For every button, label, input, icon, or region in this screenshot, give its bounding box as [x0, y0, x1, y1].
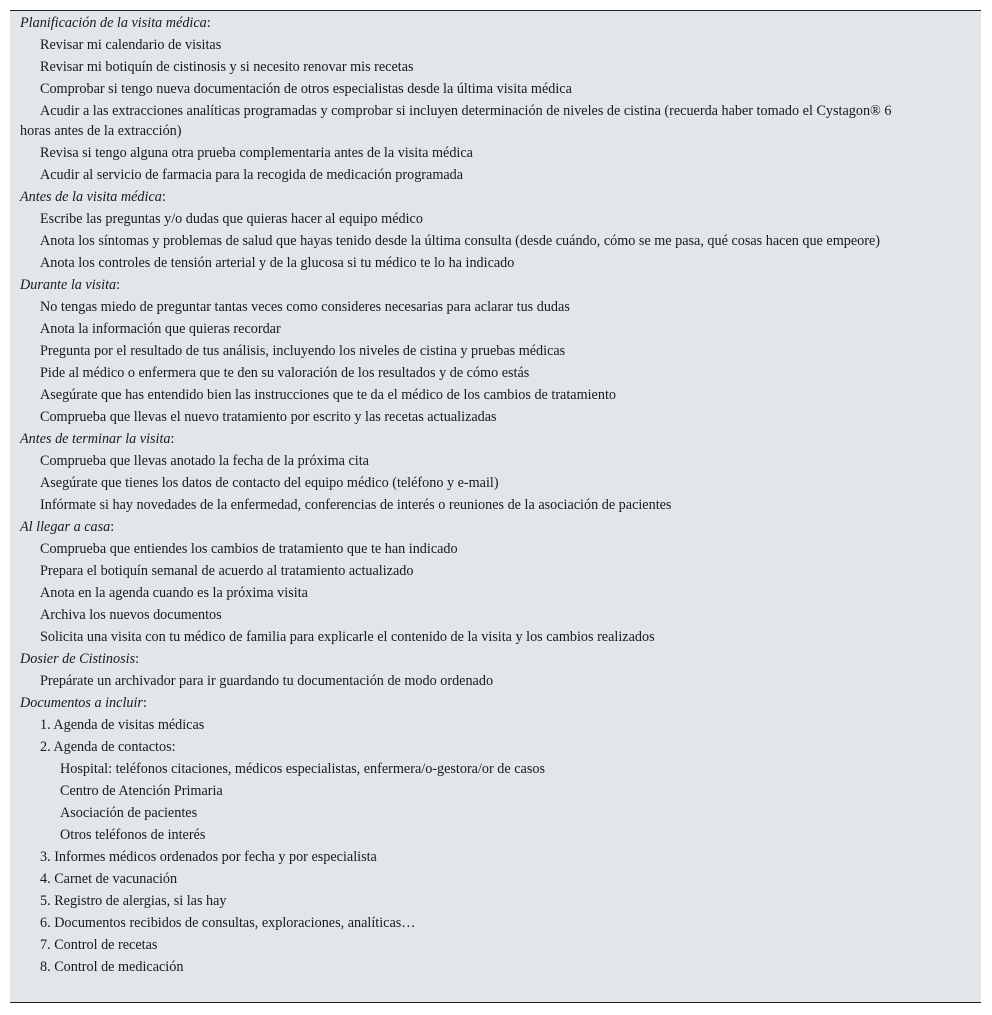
checklist-item: No tengas miedo de preguntar tantas veces como consideres necesarias para aclarar tus dudas	[40, 299, 570, 315]
checklist-item: Anota los síntomas y problemas de salud que hayas tenido desde la última consulta (desde cuándo, cómo se me pasa, qué cosas hacen que empeore)	[40, 233, 880, 249]
checklist-item: Asegúrate que tienes los datos de contacto del equipo médico (teléfono y e-mail)	[40, 475, 499, 491]
section-heading-text: Antes de la visita médica	[20, 189, 162, 205]
section-heading-text: Planificación de la visita médica	[20, 15, 207, 31]
checklist-item: Pregunta por el resultado de tus análisis, incluyendo los niveles de cistina y pruebas médicas	[40, 343, 566, 359]
checklist-item: Archiva los nuevos documentos	[40, 607, 222, 623]
section-heading-colon: :	[142, 695, 147, 711]
checklist-table	[10, 10, 981, 1003]
checklist-item: Pide al médico o enfermera que te den su valoración de los resultados y de cómo estás	[40, 365, 530, 381]
checklist-item: Escribe las preguntas y/o dudas que quieras hacer al equipo médico	[40, 211, 423, 227]
checklist-item: 8. Control de medicación	[40, 959, 184, 975]
checklist-subitem: Otros teléfonos de interés	[60, 827, 206, 843]
checklist-lines	[10, 11, 981, 977]
checklist-item: Asegúrate que has entendido bien las instrucciones que te da el médico de los cambios de tratamiento	[40, 387, 616, 403]
checklist-item: Revisa si tengo alguna otra prueba complementaria antes de la visita médica	[40, 145, 473, 161]
section-heading-colon: :	[110, 519, 115, 535]
checklist-item: 2. Agenda de contactos:	[40, 739, 176, 755]
checklist-item: Comprueba que llevas el nuevo tratamiento por escrito y las recetas actualizadas	[40, 409, 497, 425]
checklist-item: 1. Agenda de visitas médicas	[40, 717, 205, 733]
section-heading	[10, 649, 981, 669]
section-heading-colon: :	[170, 431, 175, 447]
section-heading-colon: :	[206, 15, 211, 31]
checklist-item: Anota los controles de tensión arterial y de la glucosa si tu médico te lo ha indicado	[40, 255, 515, 271]
checklist-subitem: Asociación de pacientes	[60, 805, 198, 821]
checklist-item: Revisar mi botiquín de cistinosis y si necesito renovar mis recetas	[40, 59, 414, 75]
checklist-item: Comprueba que llevas anotado la fecha de la próxima cita	[40, 453, 369, 469]
checklist-item: Solicita una visita con tu médico de familia para explicarle el contenido de la visita y los cambios realizados	[40, 629, 655, 645]
checklist-item: Revisar mi calendario de visitas	[40, 37, 222, 53]
section-heading-colon: :	[161, 189, 166, 205]
checklist-item: Anota en la agenda cuando es la próxima visita	[40, 585, 308, 601]
section-heading	[10, 187, 981, 207]
section-heading-text: Dosier de Cistinosis	[20, 651, 136, 667]
section-heading-colon: :	[116, 277, 121, 293]
checklist-subitem: Centro de Atención Primaria	[60, 783, 223, 799]
checklist-item: 4. Carnet de vacunación	[40, 871, 178, 887]
checklist-item: 5. Registro de alergias, si las hay	[40, 893, 227, 909]
section-heading-text: Durante la visita	[20, 277, 117, 293]
checklist-item: Comprobar si tengo nueva documentación de otros especialistas desde la última visita médica	[40, 81, 572, 97]
section-heading-text: Al llegar a casa	[20, 519, 111, 535]
checklist-item: 7. Control de recetas	[40, 937, 158, 953]
checklist-item: 6. Documentos recibidos de consultas, exploraciones, analíticas…	[40, 915, 416, 931]
checklist-item: Prepárate un archivador para ir guardando tu documentación de modo ordenado	[40, 673, 494, 689]
checklist-item: Anota la información que quieras recordar	[40, 321, 281, 337]
section-heading	[10, 429, 981, 449]
section-heading-text: Documentos a incluir	[20, 695, 143, 711]
section-heading	[10, 13, 981, 33]
checklist-item: 3. Informes médicos ordenados por fecha y por especialista	[40, 849, 377, 865]
section-heading	[10, 275, 981, 295]
checklist-item: Prepara el botiquín semanal de acuerdo al tratamiento actualizado	[40, 563, 414, 579]
section-heading-text: Antes de terminar la visita	[20, 431, 171, 447]
checklist-item: Infórmate si hay novedades de la enfermedad, conferencias de interés o reuniones de la asociación de pacientes	[40, 497, 672, 513]
section-heading-colon: :	[135, 651, 140, 667]
section-heading	[10, 693, 981, 713]
section-heading	[10, 517, 981, 537]
checklist-subitem: Hospital: teléfonos citaciones, médicos especialistas, enfermera/o-gestora/or de casos	[60, 761, 545, 777]
checklist-item: Acudir al servicio de farmacia para la recogida de medicación programada	[40, 167, 464, 183]
checklist-item: Acudir a las extracciones analíticas programadas y comprobar si incluyen determinación de niveles de cistina (recuerda haber tomado el Cystagon® 6 horas antes de la extracción)	[20, 103, 892, 139]
checklist-item: Comprueba que entiendes los cambios de tratamiento que te han indicado	[40, 541, 458, 557]
